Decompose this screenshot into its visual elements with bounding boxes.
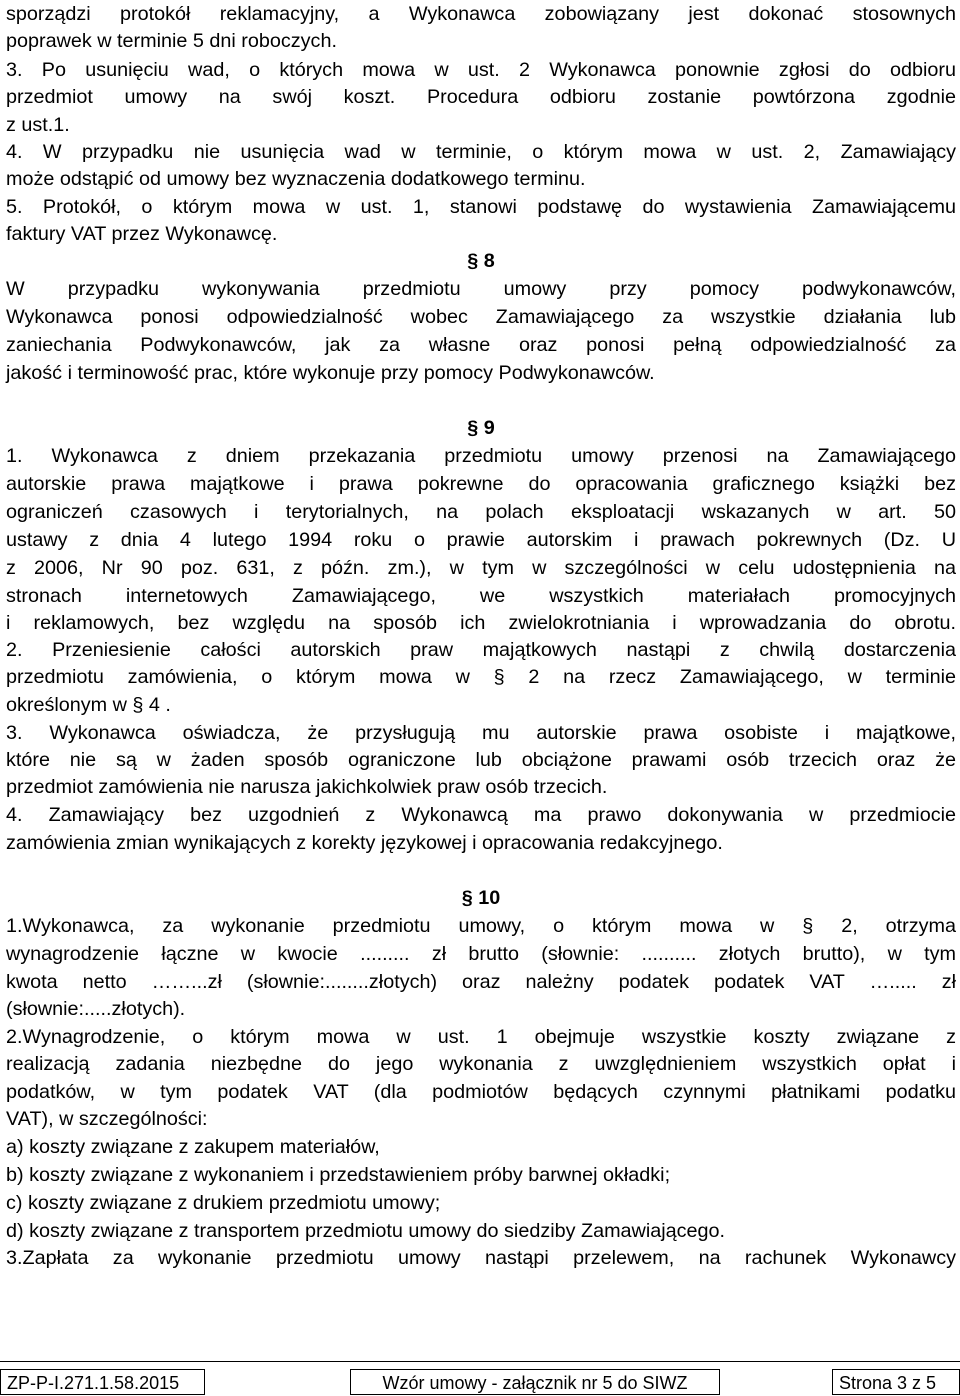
section-heading: § 10 — [461, 887, 501, 909]
text-line: faktury VAT przez Wykonawcę. — [6, 223, 278, 245]
text-line: VAT), w szczególności: — [6, 1108, 208, 1130]
text-line: 3. Wykonawca oświadcza, że przysługują mu autorskie prawa osobiste i majątkowe, — [6, 722, 956, 744]
text-line: może odstąpić od umowy bez wyznaczenia dodatkowego terminu. — [6, 168, 586, 190]
text-line: zaniechania Podwykonawców, jak za własne oraz ponosi pełną odpowiedzialność za — [6, 334, 956, 356]
text-line: podatków, w tym podatek VAT (dla podmiotów będących czynnymi płatnikami podatku — [6, 1081, 956, 1103]
text-line: b) koszty związane z wykonaniem i przedstawieniem próby barwnej okładki; — [6, 1164, 671, 1186]
text-line: W przypadku wykonywania przedmiotu umowy przy pomocy podwykonawców, — [6, 278, 956, 300]
text-line: poprawek w terminie 5 dni roboczych. — [6, 30, 337, 52]
footer-rule — [0, 1361, 960, 1362]
text-line: z ust.1. — [6, 114, 70, 136]
text-line: 2. Przeniesienie całości autorskich praw majątkowych nastąpi z chwilą dostarczenia — [6, 639, 956, 661]
text-line: jakość i terminowość prac, które wykonuje przy pomocy Podwykonawców. — [6, 362, 655, 384]
text-line: 5. Protokół, o którym mowa w ust. 1, stanowi podstawę do wystawienia Zamawiającemu — [6, 196, 956, 218]
text-line: 3.Zapłata za wykonanie przedmiotu umowy nastąpi przelewem, na rachunek Wykonawcy — [6, 1247, 956, 1269]
text-line: stronach internetowych Zamawiającego, we wszystkich materiałach promocyjnych — [6, 585, 956, 607]
text-line: autorskie prawa majątkowe i prawa pokrewne do opracowania graficznego książki bez — [6, 473, 956, 495]
text-line: ustawy z dnia 4 lutego 1994 roku o prawie autorskim i prawach pokrewnych (Dz. U — [6, 529, 956, 551]
text-line: 2.Wynagrodzenie, o którym mowa w ust. 1 obejmuje wszystkie koszty związane z — [6, 1026, 956, 1048]
text-line: przedmiot zamówienia nie narusza jakichkolwiek praw osób trzecich. — [6, 776, 608, 798]
text-line: wynagrodzenie łączne w kwocie ......... zł brutto (słownie: .......... złotych brutto), w tym — [6, 943, 956, 965]
text-line: 4. W przypadku nie usunięcia wad w terminie, o którym mowa w ust. 2, Zamawiający — [6, 141, 956, 163]
text-line: 1.Wykonawca, za wykonanie przedmiotu umowy, o którym mowa w § 2, otrzyma — [6, 915, 956, 937]
text-line: 3. Po usunięciu wad, o których mowa w ust. 2 Wykonawca ponownie zgłosi do odbioru — [6, 59, 956, 81]
text-line: 1. Wykonawca z dniem przekazania przedmiotu umowy przenosi na Zamawiającego — [6, 445, 956, 467]
text-line: kwota netto ……...zł (słownie:........złotych) oraz należny podatek podatek VAT …..... zł — [6, 971, 956, 993]
text-line: zamówienia zmian wynikających z korekty językowej i opracowania redakcyjnego. — [6, 832, 723, 854]
text-line: c) koszty związane z drukiem przedmiotu umowy; — [6, 1192, 441, 1214]
text-line: przedmiotu zamówienia, o którym mowa w § 2 na rzecz Zamawiającego, w terminie — [6, 666, 956, 688]
text-line: które nie są w żaden sposób ograniczone lub obciążone prawami osób trzecich oraz że — [6, 749, 956, 771]
text-line: i reklamowych, bez względu na sposób ich zwielokrotniania i wprowadzania do obrotu. — [6, 612, 956, 634]
text-line: przedmiot umowy na swój koszt. Procedura odbioru zostanie powtórzona zgodnie — [6, 86, 956, 108]
section-heading: § 8 — [467, 250, 495, 272]
text-line: d) koszty związane z transportem przedmiotu umowy do siedziby Zamawiającego. — [6, 1220, 726, 1242]
text-line: sporządzi protokół reklamacyjny, a Wykonawca zobowiązany jest dokonać stosownych — [6, 3, 956, 25]
text-line: ograniczeń czasowych i terytorialnych, na polach eksploatacji wskazanych w art. 50 — [6, 501, 956, 523]
text-line: Wykonawca ponosi odpowiedzialność wobec Zamawiającego za wszystkie działania lub — [6, 306, 956, 328]
footer-reference-number: ZP-P-I.271.1.58.2015 — [0, 1369, 205, 1395]
page-footer — [0, 1361, 960, 1396]
text-line: realizacją zadania niezbędne do jego wykonania z uwzględnieniem wszystkich opłat i — [6, 1053, 956, 1075]
footer-page-number: Strona 3 z 5 — [832, 1369, 960, 1395]
text-line: 4. Zamawiający bez uzgodnień z Wykonawcą ma prawo dokonywania w przedmiocie — [6, 804, 956, 826]
text-line: (słownie:.....złotych). — [6, 998, 186, 1020]
text-line: a) koszty związane z zakupem materiałów, — [6, 1136, 380, 1158]
footer-document-title: Wzór umowy - załącznik nr 5 do SIWZ — [350, 1369, 720, 1395]
text-line: określonym w § 4 . — [6, 694, 171, 716]
text-line: z 2006, Nr 90 poz. 631, z późn. zm.), w tym w szczególności w celu udostępnienia na — [6, 557, 956, 579]
section-heading: § 9 — [467, 417, 495, 439]
